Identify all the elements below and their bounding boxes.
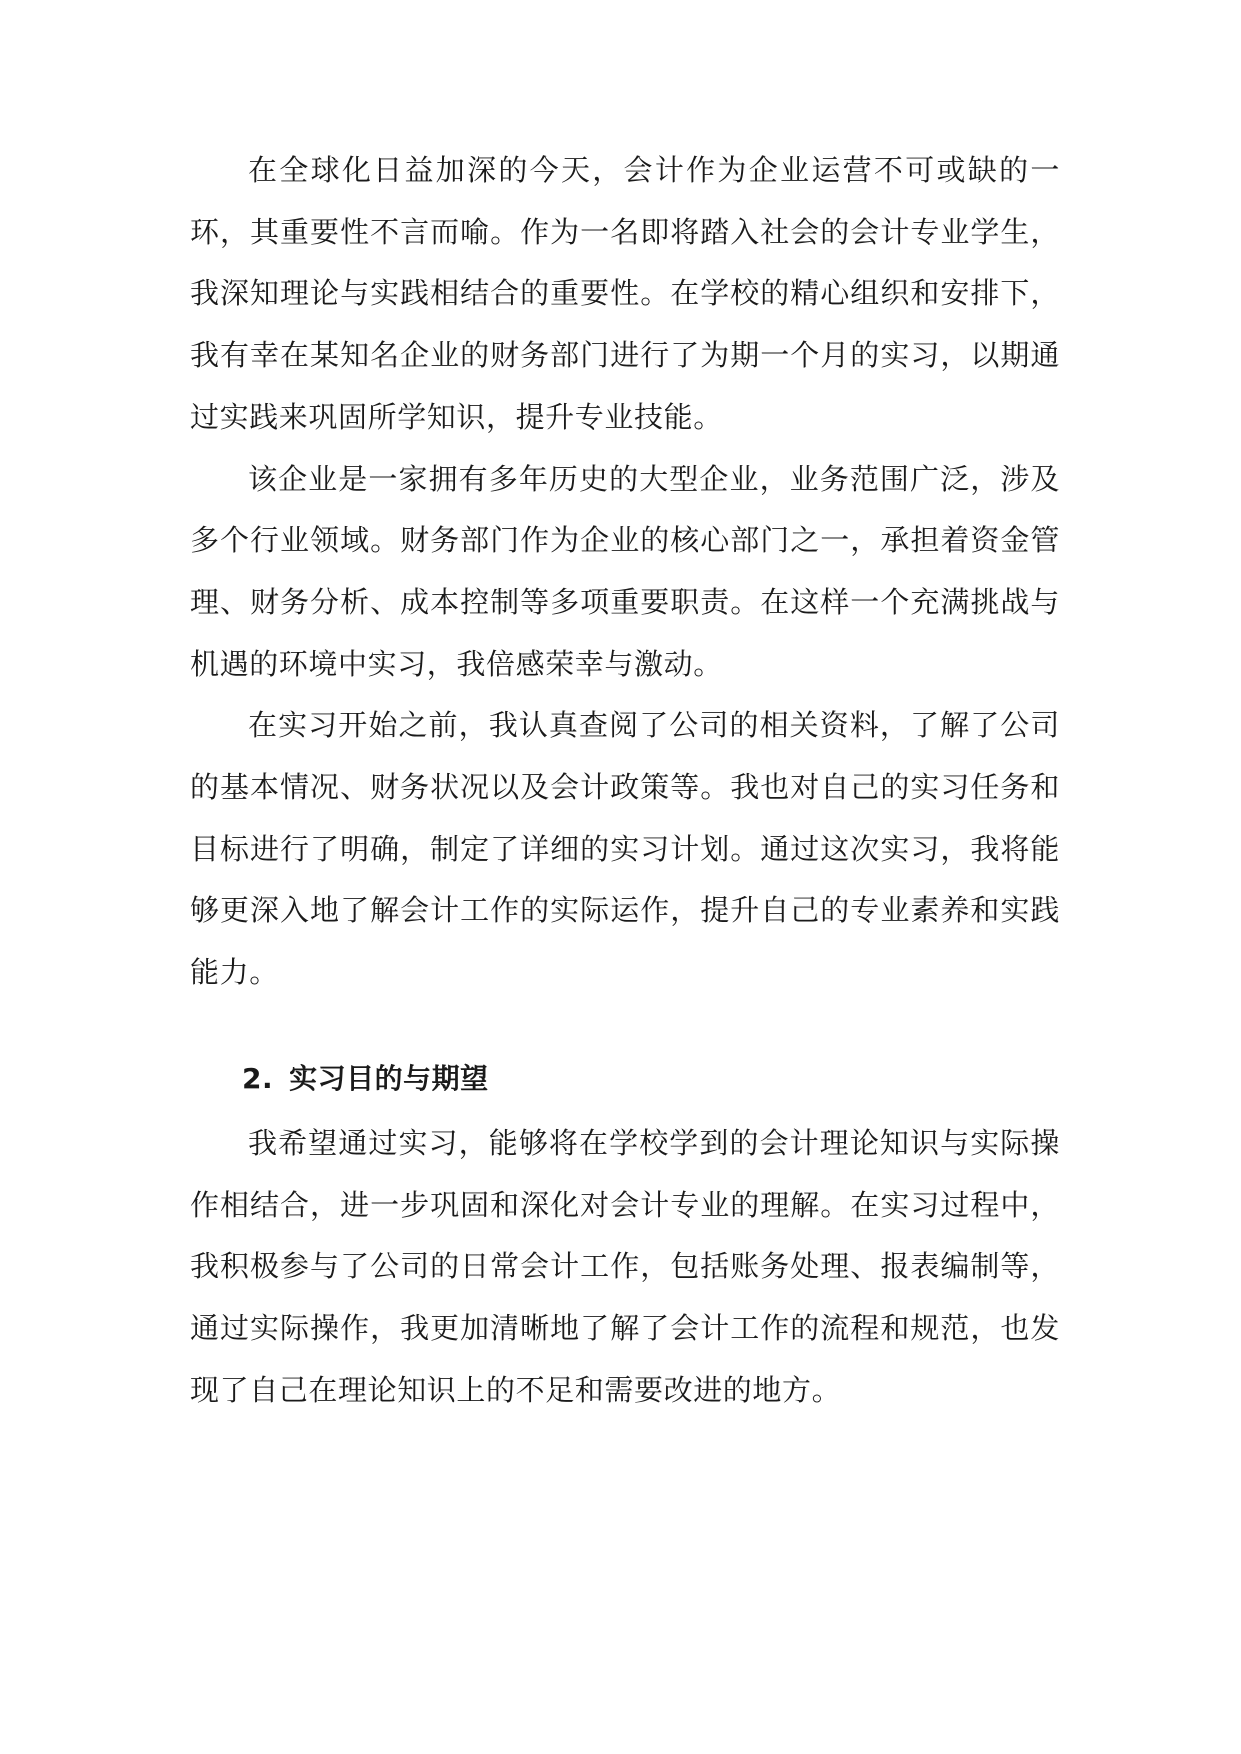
document-body [190, 140, 1060, 1421]
section-number: 2. [242, 1061, 274, 1095]
section-title: 实习目的与期望 [289, 1061, 489, 1095]
paragraph: 在实习开始之前，我认真查阅了公司的相关资料，了解了公司的基本情况、财务状况以及会计政策等。我也对自己的实习任务和目标进行了明确，制定了详细的实习计划。通过这次实习，我将能够更深入地了解会计工作的实际运作，提升自己的专业素养和实践能力。 [190, 708, 1060, 990]
section-heading [190, 1048, 1060, 1109]
paragraph: 在全球化日益加深的今天，会计作为企业运营不可或缺的一环，其重要性不言而喻。作为一名即将踏入社会的会计专业学生，我深知理论与实践相结合的重要性。在学校的精心组织和安排下，我有幸在某知名企业的财务部门进行了为期一个月的实习，以期通过实践来巩固所学知识，提升专业技能。 [190, 153, 1060, 434]
paragraph: 该企业是一家拥有多年历史的大型企业，业务范围广泛，涉及多个行业领域。财务部门作为企业的核心部门之一，承担着资金管理、财务分析、成本控制等多项重要职责。在这样一个充满挑战与机遇的环境中实习，我倍感荣幸与激动。 [190, 461, 1060, 681]
paragraph: 我希望通过实习，能够将在学校学到的会计理论知识与实际操作相结合，进一步巩固和深化对会计专业的理解。在实习过程中，我积极参与了公司的日常会计工作，包括账务处理、报表编制等，通过实际操作，我更加清晰地了解了会计工作的流程和规范，也发现了自己在理论知识上的不足和需要改进的地方。 [190, 1125, 1060, 1407]
